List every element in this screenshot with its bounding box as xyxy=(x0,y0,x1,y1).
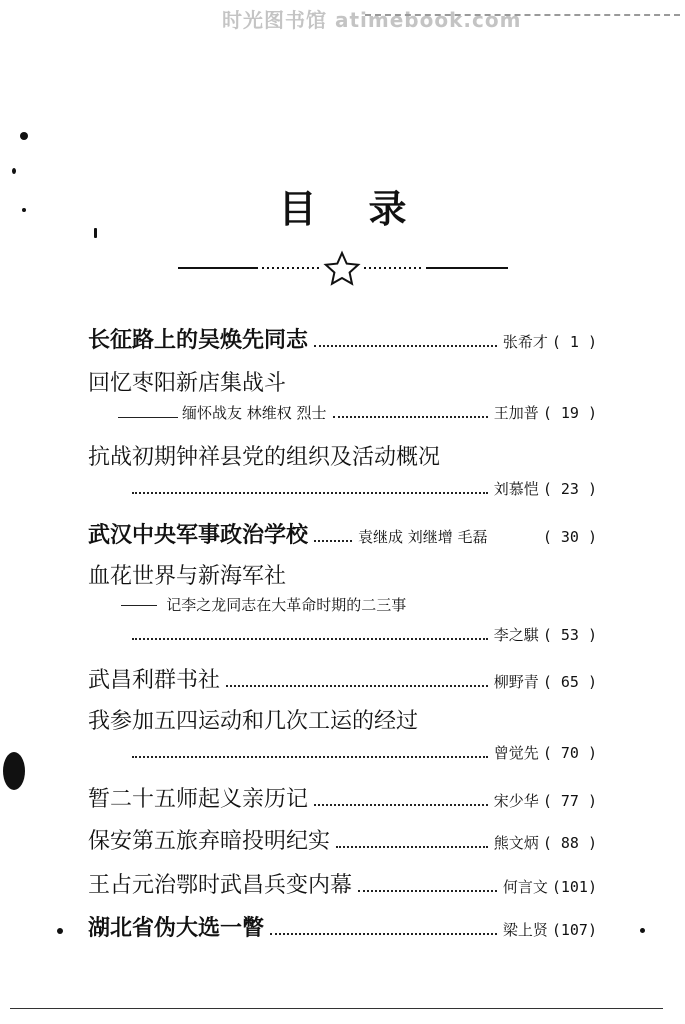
dot-leader xyxy=(358,890,497,892)
entry-title: 武昌利群书社 xyxy=(88,668,221,693)
scan-speck xyxy=(20,132,28,140)
toc-entry-subline xyxy=(88,478,597,500)
toc-entry[interactable] xyxy=(88,369,597,399)
dot-leader xyxy=(314,540,352,542)
entry-page: ( 19 ) xyxy=(542,404,597,422)
scan-speck xyxy=(22,208,26,212)
entry-page: ( 88 ) xyxy=(542,834,597,852)
entry-title: 暂二十五师起义亲历记 xyxy=(88,787,309,812)
entry-author: 刘慕恺 xyxy=(493,480,539,498)
entry-page: (101) xyxy=(551,878,597,896)
entry-title: 回忆枣阳新店集战斗 xyxy=(88,371,287,396)
toc-entry[interactable] xyxy=(88,785,597,815)
dot-leader xyxy=(314,345,497,347)
dot-leader xyxy=(336,846,488,848)
toc-entry-subline xyxy=(88,624,597,646)
entry-author: 梁上贤 xyxy=(502,921,548,939)
entry-author: 王加普 xyxy=(493,404,539,422)
scan-speck xyxy=(12,168,16,174)
star-divider-ornament xyxy=(170,248,515,288)
toc-entry[interactable] xyxy=(88,827,597,857)
toc-entry-subtitle-line xyxy=(88,594,597,615)
entry-subtitle: 记李之龙同志在大革命时期的二三事 xyxy=(166,596,407,614)
toc-entry[interactable] xyxy=(88,443,597,473)
entry-author: 袁继成 刘继增 毛磊 xyxy=(358,528,488,546)
entry-title: 血花世界与新海军社 xyxy=(88,564,287,589)
dot-leader xyxy=(132,492,488,494)
entry-title: 抗战初期钟祥县党的组织及活动概况 xyxy=(88,445,441,470)
entry-page: ( 65 ) xyxy=(542,673,597,691)
top-dashed-line xyxy=(365,14,680,16)
dot-leader xyxy=(132,756,488,758)
entry-page: ( 23 ) xyxy=(542,480,597,498)
entry-page: ( 53 ) xyxy=(542,626,597,644)
entry-author: 宋少华 xyxy=(493,792,539,810)
page-title: 目录 xyxy=(278,186,459,231)
toc-entry[interactable] xyxy=(88,325,597,355)
dot-leader xyxy=(333,416,488,418)
entry-author: 张希才 xyxy=(502,333,548,351)
toc-entry[interactable] xyxy=(88,666,597,696)
dot-leader xyxy=(226,685,488,687)
toc-entry-subline xyxy=(88,402,597,424)
dash-prefix xyxy=(118,417,178,418)
entry-page: (107) xyxy=(551,921,597,939)
bottom-rule xyxy=(10,1008,663,1009)
entry-author: 李之騏 xyxy=(493,626,539,644)
entry-title: 我参加五四运动和几次工运的经过 xyxy=(88,709,419,734)
entry-author: 曾觉先 xyxy=(493,744,539,762)
dot-leader xyxy=(270,933,497,935)
entry-author: 何言文 xyxy=(502,878,548,896)
scan-speck xyxy=(94,228,97,238)
entry-title: 长征路上的吴焕先同志 xyxy=(88,327,309,353)
entry-subtitle: 缅怀战友 林维权 烈士 xyxy=(182,404,327,422)
dot-leader xyxy=(314,804,488,806)
entry-page: ( 1 ) xyxy=(551,333,597,351)
watermark-text: 时光图书馆 atimebook.com xyxy=(222,8,522,32)
entry-page: ( 70 ) xyxy=(542,744,597,762)
scan-blot xyxy=(3,752,25,790)
toc-entry[interactable] xyxy=(88,562,597,592)
entry-page: ( 30 ) xyxy=(542,528,597,546)
dot-leader xyxy=(132,638,488,640)
entry-title: 王占元治鄂时武昌兵变内幕 xyxy=(88,873,353,898)
entry-title: 武汉中央军事政治学校 xyxy=(88,522,309,548)
toc-entry-subline xyxy=(88,742,597,764)
star-icon xyxy=(326,253,358,284)
toc-entry[interactable] xyxy=(88,871,597,901)
entry-page: ( 77 ) xyxy=(542,792,597,810)
entry-author: 柳野青 xyxy=(493,673,539,691)
entry-title: 保安第五旅弃暗投明纪实 xyxy=(88,829,331,854)
toc-entry[interactable] xyxy=(88,913,597,943)
entry-title: 湖北省伪大选一瞥 xyxy=(88,915,265,941)
toc-entry[interactable] xyxy=(88,707,597,737)
toc-entry[interactable] xyxy=(88,520,597,550)
dash-prefix xyxy=(121,605,157,606)
entry-author: 熊文炳 xyxy=(493,834,539,852)
scan-speck xyxy=(640,928,645,933)
scan-speck xyxy=(57,928,63,934)
